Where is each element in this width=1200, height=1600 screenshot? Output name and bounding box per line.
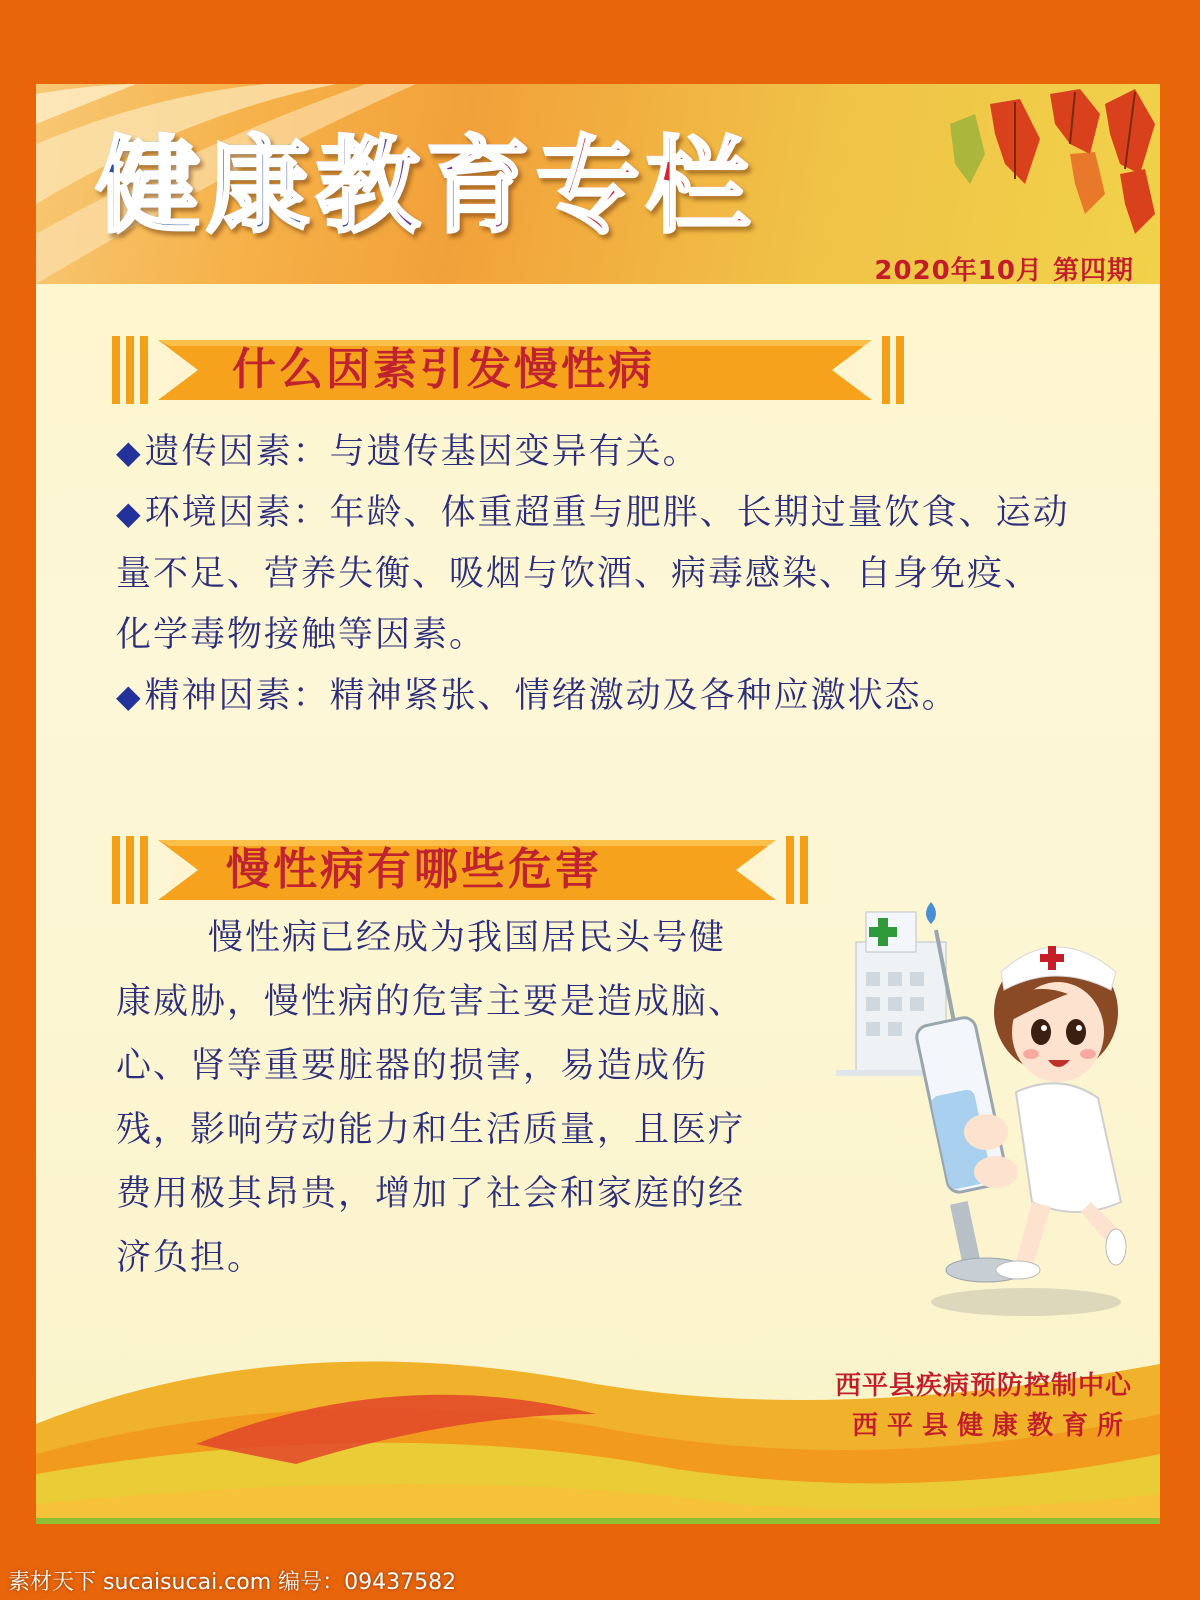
autumn-leaves-icon (930, 84, 1160, 234)
org-name-2: 西平县健康教育所 (851, 1411, 1132, 1441)
section2-banner (112, 832, 822, 908)
diamond-bullet-icon: ◆ (116, 433, 143, 471)
diamond-bullet-icon: ◆ (116, 494, 143, 532)
list-item: ◆精神因素：精神紧张、情绪激动及各种应激状态。 (116, 676, 959, 716)
diamond-bullet-icon: ◆ (116, 677, 143, 715)
organization-names (835, 1366, 1132, 1446)
section1-list (116, 422, 1076, 727)
section1-banner (112, 332, 912, 408)
section2-heading: 慢性病有哪些危害 (226, 844, 602, 895)
page-title: 健康教育专栏 (96, 125, 757, 247)
section1-heading: 什么因素引发慢性病 (232, 344, 655, 395)
org-name-1: 西平县疾病预防控制中心 (834, 1371, 1132, 1401)
watermark-text: 素材天下 sucaisucai.com 编号：09437582 (8, 1570, 457, 1595)
header-band (36, 84, 1160, 284)
nurse-illustration (836, 902, 1136, 1322)
issue-date: 2020年10月 第四期 (874, 256, 1134, 286)
section2-paragraph: 慢性病已经成为我国居民头号健康威胁，慢性病的危害主要是造成脑、心、肾等重要脏器的损害，易造成伤残，影响劳动能力和生活质量，且医疗费用极其昂贵，增加了社会和家庭的经济负担。 (116, 918, 746, 1278)
poster-board (36, 84, 1160, 1524)
list-item: ◆环境因素：年龄、体重超重与肥胖、长期过量饮食、运动量不足、营养失衡、吸烟与饮酒、病毒感染、自身免疫、化学毒物接触等因素。 (116, 493, 1070, 655)
list-item: ◆遗传因素：与遗传基因变异有关。 (116, 432, 700, 472)
